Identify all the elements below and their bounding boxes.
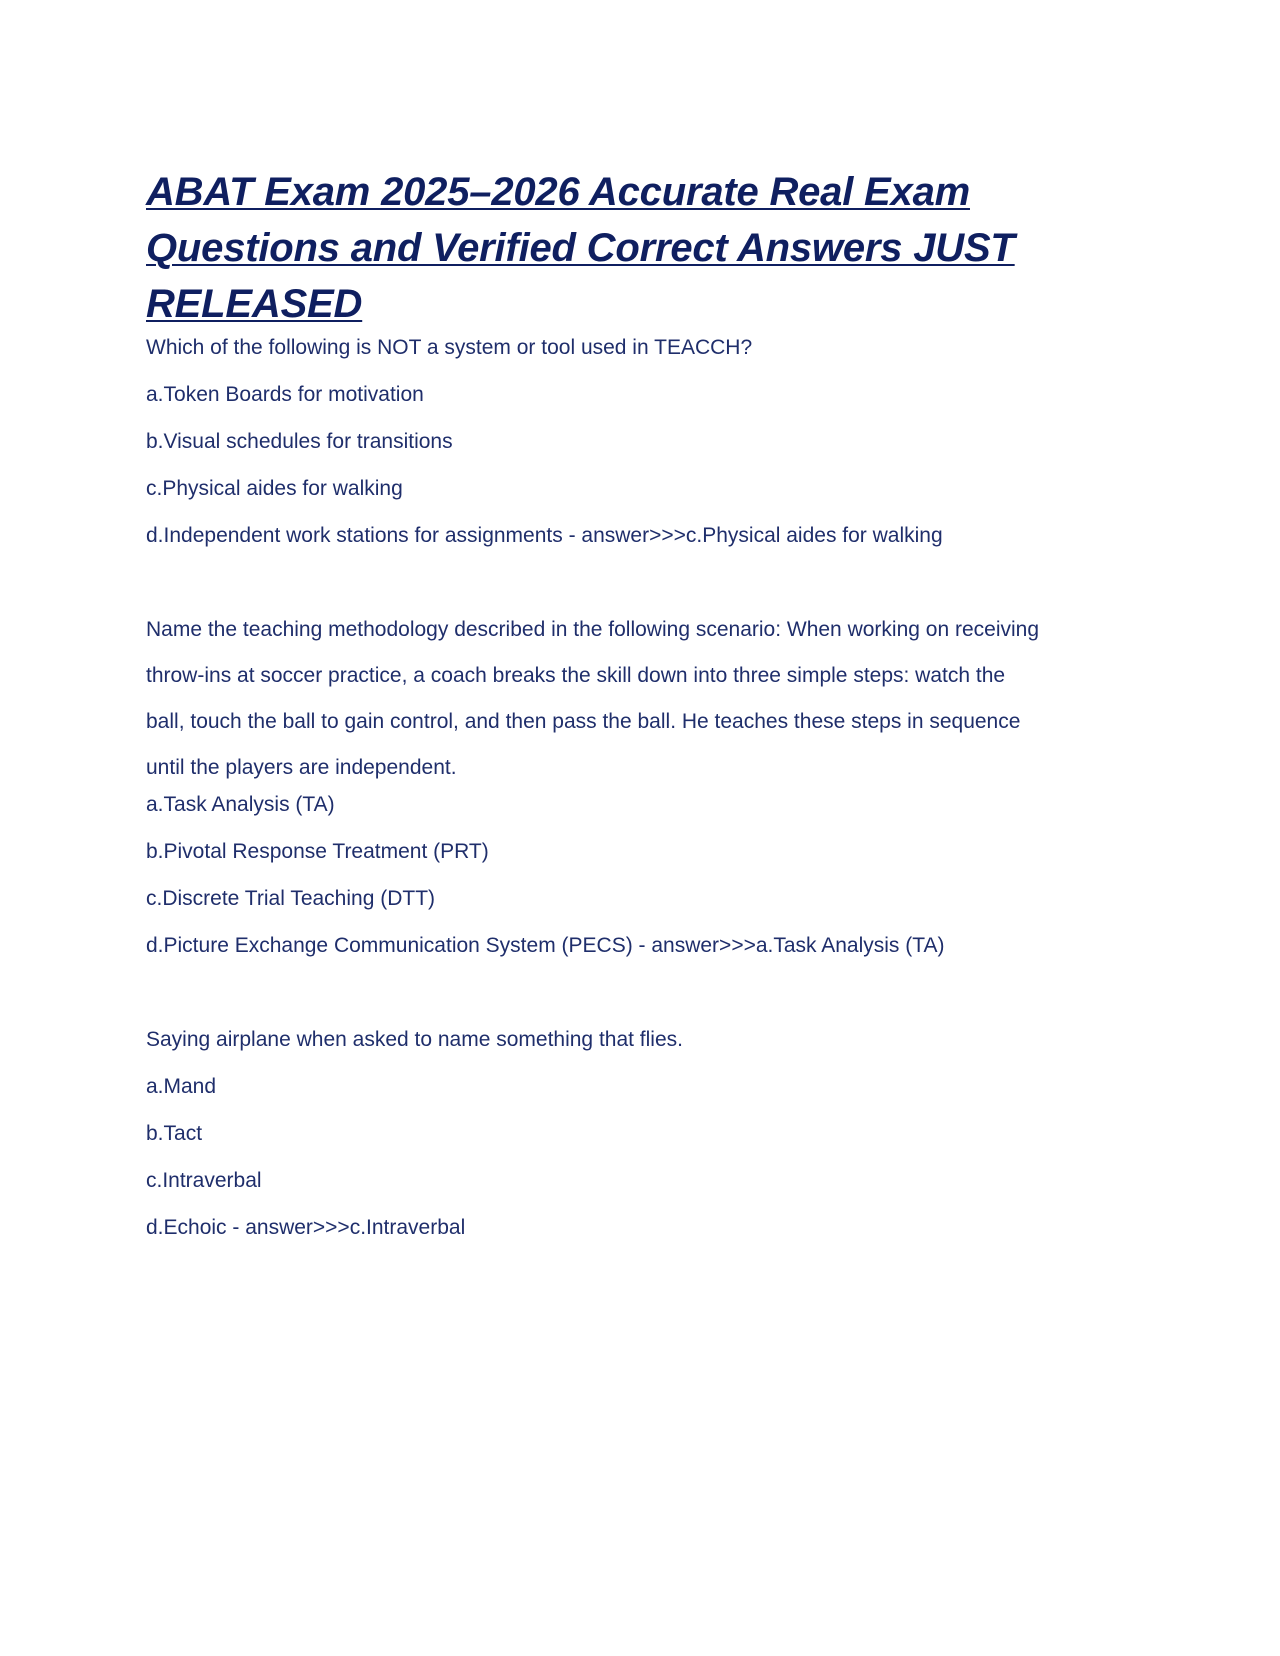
question-stem-3: Saying airplane when asked to name something that flies. bbox=[146, 1028, 683, 1051]
option-c-1: c.Physical aides for walking bbox=[146, 477, 403, 500]
option-c-2: c.Discrete Trial Teaching (DTT) bbox=[146, 887, 436, 910]
option-c-3: c.Intraverbal bbox=[146, 1169, 262, 1192]
option-a-1: a.Token Boards for motivation bbox=[146, 383, 424, 406]
option-d-answer-3: d.Echoic - answer>>>c.Intraverbal bbox=[146, 1216, 466, 1239]
question-stem-1: Which of the following is NOT a system or tool used in TEACCH? bbox=[146, 336, 753, 359]
question-stem-2: Name the teaching methodology described in the following scenario: When working on receiving throw-ins at soccer practice, a coach breaks the skill down into three simple steps: watch the ball, touch the ball to gain control, and then pass the ball. He teaches these steps in sequence until the players are independent. bbox=[146, 618, 1040, 779]
option-a-2: a.Task Analysis (TA) bbox=[146, 793, 335, 816]
question-spacer bbox=[146, 978, 1126, 1025]
option-b-3: b.Tact bbox=[146, 1122, 203, 1145]
option-d-answer-2: d.Picture Exchange Communication System (PECS) - answer>>>a.Task Analysis (TA) bbox=[146, 934, 945, 957]
option-b-1: b.Visual schedules for transitions bbox=[146, 430, 453, 453]
question-list bbox=[146, 333, 1126, 1260]
document-title: ABAT Exam 2025–2026 Accurate Real Exam Questions and Verified Correct Answers JUST RELEASED bbox=[146, 170, 1015, 326]
option-a-3: a.Mand bbox=[146, 1075, 217, 1098]
option-d-answer-1: d.Independent work stations for assignments - answer>>>c.Physical aides for walking bbox=[146, 524, 943, 547]
option-b-2: b.Pivotal Response Treatment (PRT) bbox=[146, 840, 489, 863]
